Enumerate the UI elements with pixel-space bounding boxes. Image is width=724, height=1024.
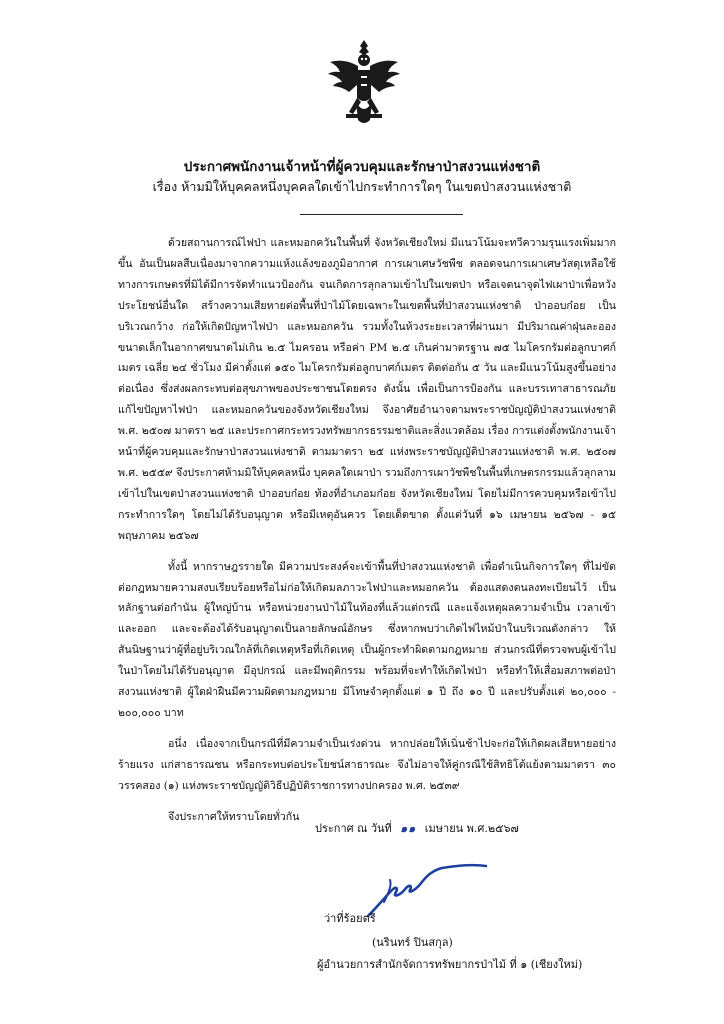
body-paragraph-3: อนึ่ง เนื่องจากเป็นกรณีที่มีความจำเป็นเร่งด่วน หากปล่อยให้เนิ่นช้าไปจะก่อให้เกิดผลเสียหายอย่างร้ายแรง แก่สาธารณชน หรือกระทบต่อประโยชน์สาธารณะ จึงไม่อาจให้คู่กรณีใช้สิทธิโต้แย้งตามมาตรา ๓๐ วรรคสอง (๑) แห่งพระราชบัญญัติวิธีปฏิบัติราชการทางปกครอง พ.ศ. ๒๕๓๙ <box>118 737 616 792</box>
body-paragraph-1: ด้วยสถานการณ์ไฟป่า และหมอกควันในพื้นที่ จังหวัดเชียงใหม่ มีแนวโน้มจะทวีความรุนแรงเพิ่มมากขึ้น อันเป็นผลสืบเนื่องมาจากความแห้งแล้งของภูมิอากาศ การเผาเศษวัชพืช ตลอดจนการเผาเศษวัสดุเหลือใช้ทางการเกษตรที่มิได้มีการจัดทำแนวป้องกัน จนเกิดการลุกลามเข้าไปในเขตป่า หรือเจตนาจุดไฟเผาป่าเพื่อหวังประโยชน์อื่นใด สร้างความเสียหายต่อพื้นที่ป่าไม้โดยเฉพาะในเขตพื้นที่ป่าสงวนแห่งชาติ ป่าออบก๋อย เป็นบริเวณกว้าง ก่อให้เกิดปัญหาไฟป่า และหมอกควัน รวมทั้งในห้วงระยะเวลาที่ผ่านมา มีปริมาณค่าฝุ่นละอองขนาดเล็กในอากาศขนาดไม่เกิน ๒.๕ ไมครอน หรือค่า PM ๒.๕ เกินค่ามาตรฐาน ๗๕ ไมโครกรัมต่อลูกบาศก์เมตร เฉลี่ย ๒๔ ชั่วโมง มีค่าตั้งแต่ ๑๕๐ ไมโครกรัมต่อลูกบาศก์เมตร ติดต่อกัน ๕ วัน และมีแนวโน้มสูงขึ้นอย่างต่อเนื่อง ซึ่งส่งผลกระทบต่อสุขภาพของประชาชนโดยตรง ดังนั้น เพื่อเป็นการป้องกัน และบรรเทาสาธารณภัย แก้ไขปัญหาไฟป่า และหมอกควันของจังหวัดเชียงใหม่ จึงอาศัยอำนาจตามพระราชบัญญัติป่าสงวนแห่งชาติ พ.ศ. ๒๕๐๗ มาตรา ๒๕ และประกาศกระทรวงทรัพยากรธรรมชาติและสิ่งแวดล้อม เรื่อง การแต่งตั้งพนักงานเจ้าหน้าที่ผู้ควบคุมและรักษาป่าสงวนแห่งชาติ ตามมาตรา ๒๕ แห่งพระราชบัญญัติป่าสงวนแห่งชาติ พ.ศ. ๒๕๐๗ พ.ศ. ๒๕๕๙ จึงประกาศห้ามมิให้บุคคลหนึ่ง บุคคลใดเผาป่า รวมถึงการเผาวัชพืชในพื้นที่เกษตรกรรมแล้วลุกลามเข้าไปในเขตป่าสงวนแห่งชาติ ป่าออบก๋อย ท้องที่อำเภอมก๋อย จังหวัดเชียงใหม่ โดยไม่มีการควบคุมหรือเข้าไปกระทำการใดๆ โดยไม่ได้รับอนุญาต หรือมีเหตุอันควร โดยเด็ดขาด ตั้งแต่วันที่ ๑๖ เมษายน ๒๕๖๗ - ๑๕ พฤษภาคม ๒๕๖๗ <box>118 237 616 542</box>
announcement-subject: เรื่อง ห้ามมิให้บุคคลหนึ่งบุคคลใดเข้าไปกระทำการใดๆ ในเขตป่าสงวนแห่งชาติ <box>152 179 572 194</box>
body-paragraph-2: ทั้งนี้ หากราษฎรรายใด มีความประสงค์จะเข้าพื้นที่ป่าสงวนแห่งชาติ เพื่อดำเนินกิจการใดๆ ที่ไม่ขัดต่อกฎหมายความสงบเรียบร้อยหรือไม่ก่อให้เกิดมลภาวะไฟป่าและหมอกควัน ต้องแสดงตนลงทะเบียนไว้ เป็นหลักฐานต่อกำนัน ผู้ใหญ่บ้าน หรือหน่วยงานป่าไม้ในท้องที่แล้วแต่กรณี และแจ้งเหตุผลความจำเป็น เวลาเข้าและออก และจะต้องได้รับอนุญาตเป็นลายลักษณ์อักษร ซึ่งหากพบว่าเกิดไฟไหม้ป่าในบริเวณดังกล่าว ให้สันนิษฐานว่าผู้ที่อยู่บริเวณใกล้ที่เกิดเหตุหรือที่เกิดเหตุ เป็นผู้กระทำผิดตามกฎหมาย ส่วนกรณีที่ตรวจพบผู้เข้าไปในป่าโดยไม่ได้รับอนุญาต มีอุปกรณ์ และมีพฤติกรรม พร้อมที่จะทำให้เกิดไฟป่า หรือทำให้เสื่อมสภาพต่อป่าสงวนแห่งชาติ ผู้ใดฝ่าฝืนมีความผิดตามกฎหมาย มีโทษจำคุกตั้งแต่ ๑ ปี ถึง ๑๐ ปี และปรับตั้งแต่ ๒๐,๐๐๐ - ๒๐๐,๐๐๐ บาท <box>118 560 616 719</box>
garuda-emblem-icon <box>326 36 402 132</box>
announcement-body <box>118 233 616 827</box>
signatory-position: ผู้อำนวยการสำนักจัดการทรัพยากรป่าไม้ ที่ ๑ (เชียงใหม่) <box>317 958 583 971</box>
title-divider <box>300 214 463 215</box>
date-day: ๑๑ <box>400 822 417 835</box>
signatory-rank: ว่าที่ร้อยตรี <box>324 912 376 925</box>
closing-statement: จึงประกาศให้ทราบโดยทั่วกัน <box>168 810 300 823</box>
announcement-date <box>315 819 635 837</box>
date-month-year: เมษายน พ.ศ.๒๕๖๗ <box>424 822 519 835</box>
announcement-title: ประกาศพนักงานเจ้าหน้าที่ผู้ควบคุมและรักษาป่าสงวนแห่งชาติ <box>183 159 541 175</box>
signatory-name: (นรินทร์ ปินสกุล) <box>372 936 453 949</box>
date-prefix: ประกาศ ณ วันที่ <box>315 822 392 835</box>
